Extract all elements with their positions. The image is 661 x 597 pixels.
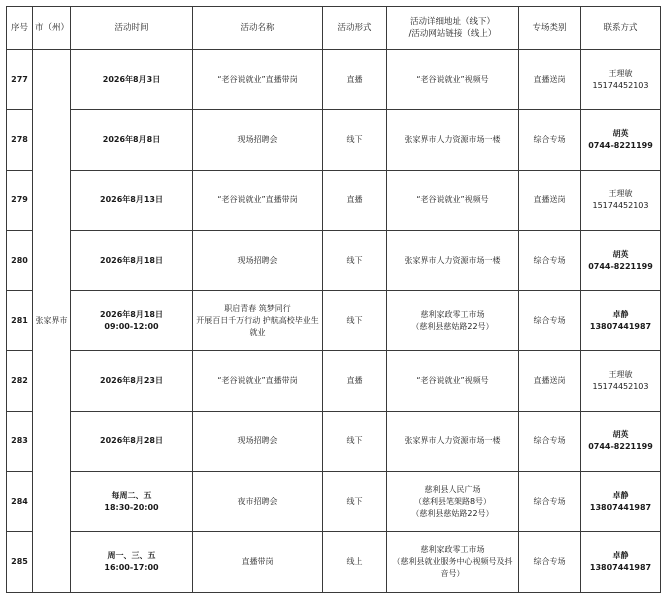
row-form: 直播 — [323, 50, 387, 110]
row-activity-name: “老谷说就业”直播带岗 — [193, 351, 323, 411]
row-time: 2026年8月18日 09:00-12:00 — [71, 291, 193, 351]
row-contact: 王理敏15174452103 — [581, 50, 661, 110]
row-form: 直播 — [323, 170, 387, 230]
row-activity-name: 现场招聘会 — [193, 110, 323, 170]
row-time: 2026年8月23日 — [71, 351, 193, 411]
row-activity-name: 现场招聘会 — [193, 411, 323, 471]
row-seq: 278 — [7, 110, 33, 170]
table-row — [7, 291, 661, 351]
row-address: 张家界市人力资源市场一楼 — [387, 230, 519, 290]
row-time: 每周二、五 18:30-20:00 — [71, 472, 193, 532]
row-contact: 王理敏15174452103 — [581, 351, 661, 411]
header-row — [7, 7, 661, 50]
table-row — [7, 50, 661, 110]
row-form: 线下 — [323, 291, 387, 351]
header-city: 市（州） — [33, 7, 71, 50]
header-seq: 序号 — [7, 7, 33, 50]
table-row — [7, 110, 661, 170]
row-activity-name: 职启青春 筑梦同行 开展百日千万行动 护航高校毕业生 就业 — [193, 291, 323, 351]
row-address: 张家界市人力资源市场一楼 — [387, 411, 519, 471]
row-form: 直播 — [323, 351, 387, 411]
row-seq: 280 — [7, 230, 33, 290]
row-time: 2026年8月8日 — [71, 110, 193, 170]
row-form: 线下 — [323, 472, 387, 532]
row-category: 直播送岗 — [519, 351, 581, 411]
row-category: 综合专场 — [519, 291, 581, 351]
row-seq: 282 — [7, 351, 33, 411]
row-form: 线下 — [323, 110, 387, 170]
table-row — [7, 472, 661, 532]
row-address: 张家界市人力资源市场一楼 — [387, 110, 519, 170]
row-form: 线下 — [323, 230, 387, 290]
row-address: “老谷说就业”视频号 — [387, 50, 519, 110]
row-seq: 285 — [7, 532, 33, 592]
row-category: 综合专场 — [519, 532, 581, 592]
row-category: 综合专场 — [519, 110, 581, 170]
row-category: 综合专场 — [519, 230, 581, 290]
row-contact: 卓静 13807441987 — [581, 291, 661, 351]
table-row — [7, 532, 661, 592]
row-category: 直播送岗 — [519, 50, 581, 110]
row-address: “老谷说就业”视频号 — [387, 170, 519, 230]
header-category: 专场类别 — [519, 7, 581, 50]
row-activity-name: 现场招聘会 — [193, 230, 323, 290]
row-activity-name: 夜市招聘会 — [193, 472, 323, 532]
row-contact: 胡英 0744-8221199 — [581, 110, 661, 170]
row-address: 慈利县人民广场 （慈利县笔架路8号） （慈利县慈姑路22号） — [387, 472, 519, 532]
row-seq: 281 — [7, 291, 33, 351]
row-activity-name: “老谷说就业”直播带岗 — [193, 50, 323, 110]
row-time: 周一、三、五 16:00-17:00 — [71, 532, 193, 592]
row-time: 2026年8月3日 — [71, 50, 193, 110]
header-address: 活动详细地址（线下） /活动网站链接（线上） — [387, 7, 519, 50]
row-contact: 卓静 13807441987 — [581, 532, 661, 592]
activity-schedule-table — [6, 6, 661, 593]
row-contact: 胡英 0744-8221199 — [581, 411, 661, 471]
table-row — [7, 411, 661, 471]
row-seq: 283 — [7, 411, 33, 471]
row-form: 线上 — [323, 532, 387, 592]
header-time: 活动时间 — [71, 7, 193, 50]
row-time: 2026年8月18日 — [71, 230, 193, 290]
row-contact: 王理敏15174452103 — [581, 170, 661, 230]
row-address: 慈利家政零工市场 （慈利县慈姑路22号） — [387, 291, 519, 351]
row-seq: 284 — [7, 472, 33, 532]
row-activity-name: “老谷说就业”直播带岗 — [193, 170, 323, 230]
row-category: 直播送岗 — [519, 170, 581, 230]
header-contact: 联系方式 — [581, 7, 661, 50]
row-time: 2026年8月28日 — [71, 411, 193, 471]
row-seq: 277 — [7, 50, 33, 110]
table-row — [7, 170, 661, 230]
row-contact: 卓静 13807441987 — [581, 472, 661, 532]
row-category: 综合专场 — [519, 472, 581, 532]
row-time: 2026年8月13日 — [71, 170, 193, 230]
row-address: 慈利家政零工市场 （慈利县就业服务中心视频号及抖 音号） — [387, 532, 519, 592]
table-row — [7, 230, 661, 290]
city-cell: 张家界市 — [33, 50, 71, 593]
row-form: 线下 — [323, 411, 387, 471]
row-seq: 279 — [7, 170, 33, 230]
row-address: “老谷说就业”视频号 — [387, 351, 519, 411]
header-name: 活动名称 — [193, 7, 323, 50]
row-contact: 胡英 0744-8221199 — [581, 230, 661, 290]
row-category: 综合专场 — [519, 411, 581, 471]
table-row — [7, 351, 661, 411]
header-form: 活动形式 — [323, 7, 387, 50]
row-activity-name: 直播带岗 — [193, 532, 323, 592]
